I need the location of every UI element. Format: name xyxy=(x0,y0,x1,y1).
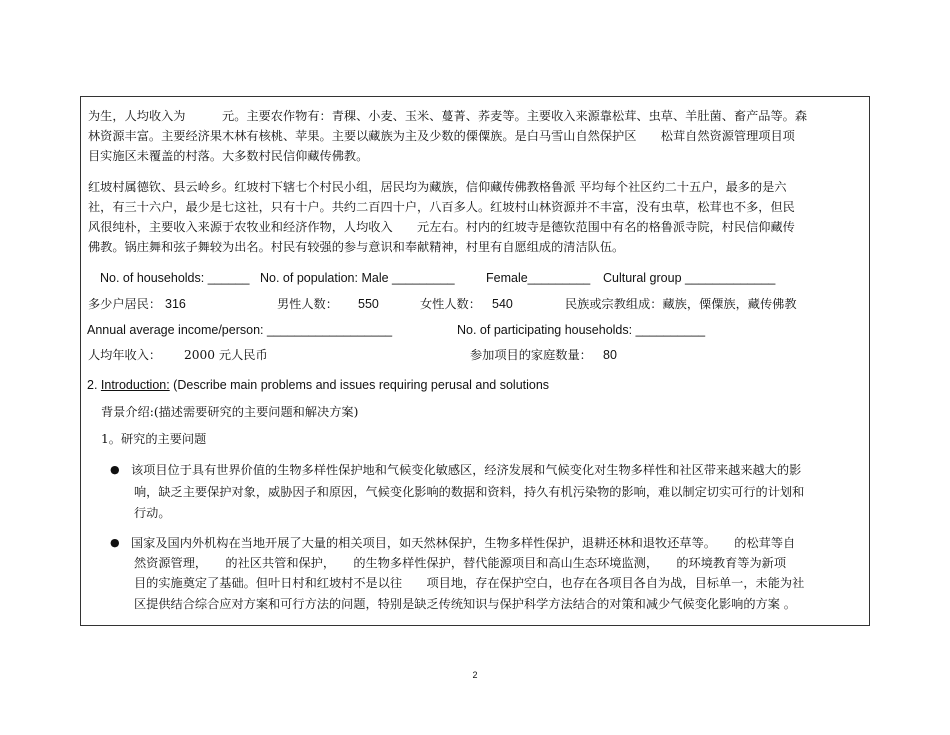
paragraph1-line: 为生，人均收入为 元。主要农作物有：青稞、小麦、玉米、蔓菁、荞麦等。主要收入来源靠松茸、虫草、羊肚菌、畜产品等。森 xyxy=(88,109,808,123)
participating-value: 80 xyxy=(603,348,617,362)
paragraph1-line: 目实施区未覆盖的村落。大多数村民信仰藏传佛教。 xyxy=(88,149,369,163)
paragraph2-line: 风很纯朴，主要收入来源于农牧业和经济作物，人均收入 元左右。村内的红坡寺是德钦范围中有名的格鲁派寺院，村民信仰藏传 xyxy=(88,220,795,234)
bullet2-line: 国家及国内外机构在当地开展了大量的相关项目，如天然林保护，生物多样性保护，退耕还林和退牧还草等。 的松茸等自 xyxy=(131,536,796,550)
households-value: 316 xyxy=(165,297,186,311)
participating-households-label: No. of participating households: __________ xyxy=(457,323,706,337)
female-label: Female_________ xyxy=(486,271,591,285)
paragraph2-line: 红坡村属德钦、县云岭乡。红坡村下辖七个村民小组，居民均为藏族，信仰藏传佛教格鲁派 平均每个社区约二十五户，最多的是六 xyxy=(88,180,787,194)
page-number: 2 xyxy=(472,670,478,680)
ethnic-composition: 民族或宗教组成：藏族，傈僳族，藏传佛教 xyxy=(565,297,797,311)
income-label: Annual average income/person: __________________ xyxy=(87,323,393,337)
section2-number: 2. xyxy=(87,378,101,392)
section2-heading xyxy=(87,379,549,392)
participating-cn-label: 参加项目的家庭数量： xyxy=(470,348,592,362)
bullet-dot: ● xyxy=(110,536,120,549)
bullet2-line: 然资源管理， 的社区共管和保护， 的生物多样性保护，替代能源项目和高山生态环境监测， 的环境教育等为新项 xyxy=(134,556,787,570)
bullet1-line: 该项目位于具有世界价值的生物多样性保护地和气候变化敏感区，经济发展和气候变化对生物多样性和社区带来越来越大的影 xyxy=(131,463,802,477)
male-value: 550 xyxy=(358,297,379,311)
paragraph2-line: 社，有三十六户，最少是七这社，只有十户。共约二百四十户，八百多人。红坡村山林资源并不丰富，没有虫草，松茸也不多，但民 xyxy=(88,200,795,214)
population-male-label: No. of population: Male _________ xyxy=(260,271,455,285)
households-label: No. of households: ______ xyxy=(100,271,250,285)
paragraph2-line: 佛教。锅庄舞和弦子舞较为出名。村民有较强的参与意识和奉献精神，村里有自愿组成的清洁队伍。 xyxy=(88,240,625,254)
section2-cn-title: 背景介绍:(描述需要研究的主要问题和解决方案) xyxy=(101,405,359,419)
female-cn-label: 女性人数： xyxy=(420,297,481,311)
bullet2-line: 区提供结合综合应对方案和可行方法的问题，特别是缺乏传统知识与保护科学方法结合的对策和减少气候变化影响的方案 。 xyxy=(134,597,796,611)
income-cn-label: 人均年收入： xyxy=(88,348,162,362)
income-value: 2000 元人民币 xyxy=(184,348,268,362)
bullet1-line: 响，缺乏主要保护对象，威胁因子和原因，气候变化影响的数据和资料，持久有机污染物的影响，难以制定切实可行的计划和 xyxy=(134,485,805,499)
bullet2-line: 目的实施奠定了基础。但叶日村和红坡村不是以往 项目地，存在保护空白，也存在各项目各自为战，目标单一，未能为社 xyxy=(134,576,805,590)
female-value: 540 xyxy=(492,297,513,311)
section2-sub-heading: 1。研究的主要问题 xyxy=(101,432,207,446)
cultural-group-label: Cultural group _____________ xyxy=(603,271,776,285)
section2-desc: (Describe main problems and issues requiring perusal and solutions xyxy=(169,378,550,392)
paragraph1-line: 林资源丰富。主要经济果木林有核桃、苹果。主要以藏族为主及少数的傈僳族。是白马雪山自然保护区 松茸自然资源管理项目项 xyxy=(88,129,795,143)
households-cn-label: 多少户居民： xyxy=(88,297,162,311)
bullet1-line: 行动。 xyxy=(134,506,171,520)
male-cn-label: 男性人数： xyxy=(277,297,338,311)
bullet-dot: ● xyxy=(110,463,120,476)
section2-title: Introduction: xyxy=(100,378,170,392)
